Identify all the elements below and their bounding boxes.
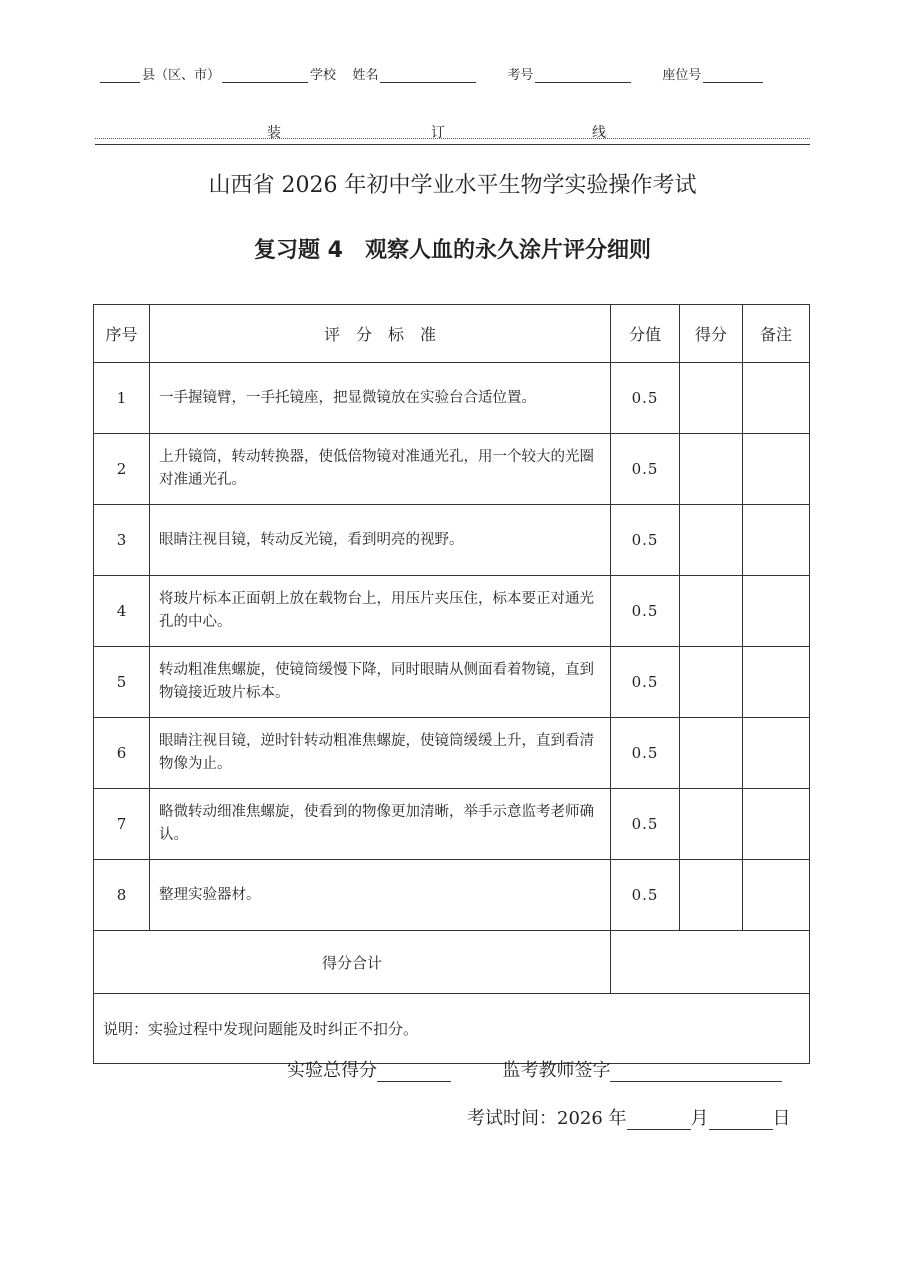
row-remarks-cell[interactable] [743, 789, 810, 860]
row-no: 7 [94, 789, 150, 860]
row-no: 5 [94, 647, 150, 718]
row-points: 0.5 [611, 363, 680, 434]
row-no: 3 [94, 505, 150, 576]
day-label: 日 [772, 1108, 791, 1129]
row-criteria: 上升镜筒，转动转换器，使低倍物镜对准通光孔，用一个较大的光圈对准通光孔。 [150, 434, 611, 505]
exam-no-label: 考号 [507, 68, 534, 83]
header-points: 分值 [611, 305, 680, 363]
row-no: 6 [94, 718, 150, 789]
table-row [94, 718, 810, 789]
school-blank[interactable] [222, 68, 308, 83]
row-points: 0.5 [611, 789, 680, 860]
row-points: 0.5 [611, 576, 680, 647]
row-criteria: 一手握镜臂，一手托镜座，把显微镜放在实验台合适位置。 [150, 363, 611, 434]
row-remarks-cell[interactable] [743, 434, 810, 505]
month-label: 月 [690, 1108, 709, 1129]
student-info-line [100, 64, 763, 83]
total-score-label: 得分合计 [94, 931, 611, 994]
header-criteria: 评 分 标 准 [150, 305, 611, 363]
row-criteria: 眼睛注视目镜，转动反光镜，看到明亮的视野。 [150, 505, 611, 576]
binding-line [95, 122, 810, 144]
header-remarks: 备注 [743, 305, 810, 363]
row-points: 0.5 [611, 505, 680, 576]
table-row [94, 363, 810, 434]
row-criteria: 转动粗准焦螺旋，使镜筒缓慢下降，同时眼睛从侧面看着物镜，直到物镜接近玻片标本。 [150, 647, 611, 718]
table-row [94, 647, 810, 718]
total-score-footer-label: 实验总得分 [287, 1060, 377, 1081]
table-row [94, 860, 810, 931]
row-score-cell[interactable] [680, 718, 743, 789]
signature-line [287, 1056, 782, 1082]
county-blank[interactable] [100, 68, 140, 83]
row-remarks-cell[interactable] [743, 860, 810, 931]
document-title: 山西省 2026 年初中学业水平生物学实验操作考试 [208, 173, 697, 198]
row-score-cell[interactable] [680, 576, 743, 647]
name-blank[interactable] [380, 68, 476, 83]
row-no: 4 [94, 576, 150, 647]
table-row [94, 576, 810, 647]
month-blank[interactable] [627, 1111, 691, 1130]
exam-no-blank[interactable] [535, 68, 631, 83]
binding-solid-rule [95, 144, 810, 145]
scoring-table [93, 304, 810, 1064]
binding-char: 线 [592, 125, 606, 141]
row-no: 8 [94, 860, 150, 931]
row-score-cell[interactable] [680, 434, 743, 505]
row-remarks-cell[interactable] [743, 647, 810, 718]
table-row [94, 434, 810, 505]
binding-char: 装 [267, 125, 281, 141]
name-label: 姓名 [352, 68, 379, 83]
row-score-cell[interactable] [680, 647, 743, 718]
binding-dotted-rule [95, 138, 810, 139]
row-criteria: 眼睛注视目镜，逆时针转动粗准焦螺旋，使镜筒缓缓上升，直到看清物像为止。 [150, 718, 611, 789]
total-score-cell[interactable] [611, 931, 810, 994]
header-score: 得分 [680, 305, 743, 363]
row-remarks-cell[interactable] [743, 505, 810, 576]
row-points: 0.5 [611, 647, 680, 718]
total-score-blank[interactable] [377, 1063, 451, 1082]
header-no: 序号 [94, 305, 150, 363]
row-remarks-cell[interactable] [743, 363, 810, 434]
document-subtitle: 复习题 4 观察人血的永久涂片评分细则 [254, 238, 651, 263]
row-points: 0.5 [611, 718, 680, 789]
day-blank[interactable] [709, 1111, 773, 1130]
exam-date-line [467, 1104, 791, 1130]
row-remarks-cell[interactable] [743, 576, 810, 647]
table-row [94, 789, 810, 860]
seat-no-label: 座位号 [662, 68, 702, 83]
row-no: 2 [94, 434, 150, 505]
row-score-cell[interactable] [680, 505, 743, 576]
table-row [94, 505, 810, 576]
row-score-cell[interactable] [680, 789, 743, 860]
row-criteria: 整理实验器材。 [150, 860, 611, 931]
seat-no-blank[interactable] [703, 68, 763, 83]
row-points: 0.5 [611, 434, 680, 505]
row-criteria: 略微转动细准焦螺旋，使看到的物像更加清晰，举手示意监考老师确认。 [150, 789, 611, 860]
row-criteria: 将玻片标本正面朝上放在载物台上，用压片夹压住，标本要正对通光孔的中心。 [150, 576, 611, 647]
school-label: 学校 [310, 68, 337, 83]
county-label: 县（区、市） [142, 68, 221, 83]
row-remarks-cell[interactable] [743, 718, 810, 789]
row-points: 0.5 [611, 860, 680, 931]
row-score-cell[interactable] [680, 860, 743, 931]
exam-time-label: 考试时间：2026 年 [467, 1108, 627, 1129]
signature-blank[interactable] [610, 1063, 782, 1082]
signature-label: 监考教师签字 [502, 1060, 611, 1081]
note-text: 说明：实验过程中发现问题能及时纠正不扣分。 [94, 994, 810, 1064]
note-row [94, 994, 810, 1064]
binding-char: 订 [431, 125, 445, 141]
total-row [94, 931, 810, 994]
table-header-row [94, 305, 810, 363]
row-score-cell[interactable] [680, 363, 743, 434]
row-no: 1 [94, 363, 150, 434]
